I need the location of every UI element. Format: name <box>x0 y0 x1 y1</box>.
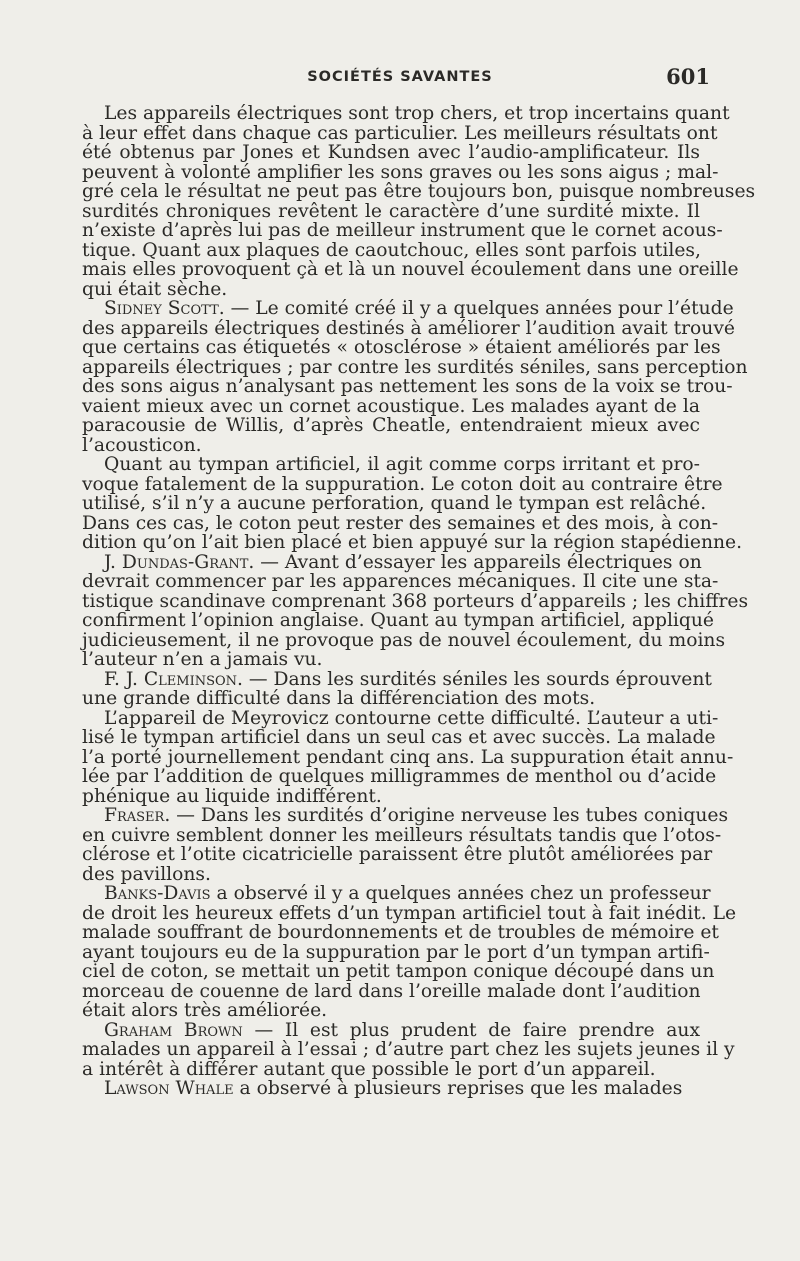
text-line: que certains cas étiquetés « otosclérose » étaient améliorés par les <box>82 337 721 358</box>
paragraph <box>82 805 729 885</box>
text-line: Quant au tympan artificiel, il agit comme corps irritant et pro- <box>104 454 700 475</box>
line-text: — Avant d’essayer les appareils électriques on <box>254 551 702 573</box>
text-line <box>82 883 711 904</box>
text-line: malades un appareil à l’essai ; d’autre part chez les sujets jeunes il y <box>82 1039 735 1060</box>
text-line: était alors très améliorée. <box>82 1000 328 1021</box>
text-line: qui était sèche. <box>82 278 228 300</box>
paragraph <box>82 298 748 456</box>
text-line: appareils électriques ; par contre les surdités séniles, sans perception <box>82 356 748 378</box>
paragraph <box>82 883 737 1021</box>
page-header <box>90 64 710 90</box>
text-line <box>82 1021 700 1041</box>
text-line: malade souffrant de bourdonnements et de troubles de mémoire et <box>82 922 719 943</box>
running-title: SOCIÉTÉS SAVANTES <box>307 69 493 85</box>
text-line: l’a porté journellement pendant cinq ans. La suppuration était annu- <box>82 746 734 768</box>
paragraph <box>82 707 734 807</box>
paragraph <box>82 1019 735 1080</box>
text-line <box>82 1079 700 1099</box>
line-text: — Dans les surdités d’origine nerveuse les tubes coniques <box>170 805 729 826</box>
page-number: 601 <box>666 64 710 89</box>
text-line: clérose et l’otite cicatricielle paraissent être plutôt améliorées par <box>82 844 713 865</box>
text-line: Les appareils électriques sont trop chers, et trop incertains quant <box>104 103 730 124</box>
speaker-name: Sidney Scott. <box>104 298 225 319</box>
text-line: l’acousticon. <box>82 434 202 456</box>
text-line: vaient mieux avec un cornet acoustique. Les malades ayant de la <box>82 395 700 417</box>
speaker-name: J. Dundas-Grant. <box>104 551 255 573</box>
text-line: surdités chroniques revêtent le caractère d’une surdité mixte. Il <box>82 200 700 222</box>
paragraph <box>82 1079 700 1099</box>
speaker-name: Fraser. <box>104 805 171 826</box>
text-line: a intérêt à différer autant que possible le port d’un appareil. <box>82 1058 656 1080</box>
text-line: l’auteur n’en a jamais vu. <box>82 649 323 670</box>
line-text: — Le comité créé il y a quelques années pour l’étude <box>224 298 734 319</box>
text-line <box>82 553 700 573</box>
text-line: phénique au liquide indifférent. <box>82 785 382 807</box>
text-line: des appareils électriques destinés à améliorer l’audition avait trouvé <box>82 317 735 339</box>
text-line: voque fatalement de la suppuration. Le coton doit au contraire être <box>82 473 723 495</box>
text-line: peuvent à volonté amplifier les sons graves ou les sons aigus ; mal- <box>82 161 719 183</box>
text-line: une grande difficulté dans la différenciation des mots. <box>82 688 596 709</box>
text-line: des sons aigus n’analysant pas nettement les sons de la voix se trou- <box>82 376 733 397</box>
text-line: devrait commencer par les apparences mécaniques. Il cite une sta- <box>82 571 719 592</box>
text-line: n’existe d’après lui pas de meilleur instrument que le cornet acous- <box>82 220 723 241</box>
text-line: mais elles provoquent çà et là un nouvel écoulement dans une oreille <box>82 259 739 280</box>
article-body <box>82 103 756 1099</box>
text-line: confirment l’opinion anglaise. Quant au tympan artificiel, appliqué <box>82 610 714 631</box>
line-text: — Dans les surdités séniles les sourds éprouvent <box>242 668 712 690</box>
text-line: ciel de coton, se mettait un petit tampon conique découpé dans un <box>82 961 715 982</box>
speaker-name: Lawson Whale <box>104 1078 234 1099</box>
speaker-name: Banks-Davis <box>104 883 211 904</box>
text-line: lée par l’addition de quelques milligrammes de menthol ou d’acide <box>82 766 717 787</box>
paragraph <box>82 454 743 553</box>
text-line: lisé le tympan artificiel dans un seul cas et avec succès. La malade <box>82 727 716 748</box>
text-line <box>82 668 712 690</box>
text-line: utilisé, s’il n’y a aucune perforation, quand le tympan est relâché. <box>82 493 707 514</box>
text-line: morceau de couenne de lard dans l’oreille malade dont l’audition <box>82 980 701 1002</box>
paragraph <box>82 551 749 670</box>
text-line: en cuivre semblent donner les meilleurs résultats tandis que l’otos- <box>82 824 722 846</box>
text-line: ayant toujours eu de la suppuration par le port d’un tympan artifi- <box>82 941 710 963</box>
paragraph <box>82 103 756 300</box>
text-line: à leur effet dans chaque cas particulier. Les meilleurs résultats ont <box>82 122 718 144</box>
text-line: été obtenus par Jones et Kundsen avec l’audio-amplificateur. Ils <box>82 142 700 163</box>
speaker-name: Graham Brown <box>104 1019 243 1041</box>
text-line: des pavillons. <box>82 863 211 885</box>
text-line: tistique scandinave comprenant 368 porteurs d’appareils ; les chiffres <box>82 590 749 612</box>
line-text: a observé il y a quelques années chez un professeur <box>210 883 711 904</box>
text-line: L’appareil de Meyrovicz contourne cette difficulté. L’auteur a uti- <box>104 707 719 729</box>
speaker-name: F. J. Cleminson. <box>104 668 243 690</box>
text-line: de droit les heureux effets d’un tympan artificiel tout à fait inédit. Le <box>82 902 737 924</box>
text-line: judicieusement, il ne provoque pas de nouvel écoulement, du moins <box>82 629 726 651</box>
paragraph <box>82 668 712 709</box>
line-text: a observé à plusieurs reprises que les malades <box>233 1078 683 1099</box>
line-text: — Il est plus prudent de faire prendre aux <box>242 1019 700 1041</box>
text-line: gré cela le résultat ne peut pas être toujours bon, puisque nombreuses <box>82 181 756 202</box>
text-line <box>82 805 729 826</box>
text-line: paracousie de Willis, d’après Cheatle, entendraient mieux avec <box>82 415 700 436</box>
text-line <box>82 298 734 319</box>
text-line: Dans ces cas, le coton peut rester des semaines et des mois, à con- <box>82 512 719 534</box>
text-line: dition qu’on l’ait bien placé et bien appuyé sur la région stapédienne. <box>82 532 743 553</box>
text-line: tique. Quant aux plaques de caoutchouc, elles sont parfois utiles, <box>82 239 701 261</box>
